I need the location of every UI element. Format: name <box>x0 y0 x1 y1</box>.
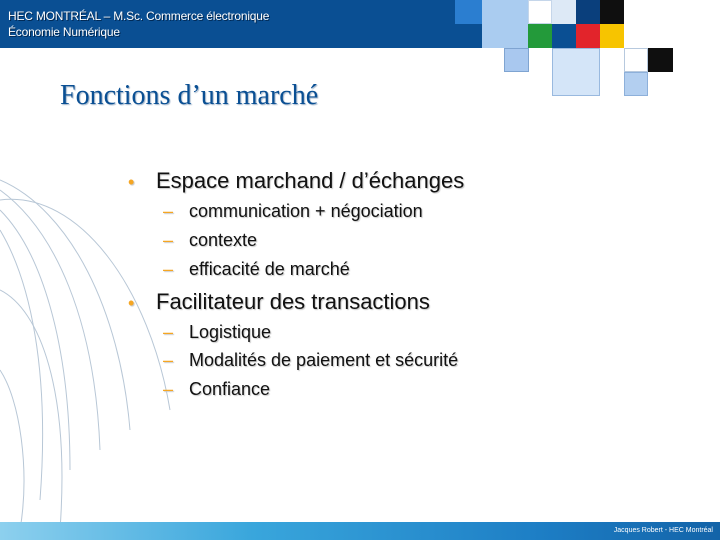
bullet-dot-icon: • <box>128 172 135 192</box>
mosaic-square <box>624 72 648 96</box>
mosaic-square <box>600 0 624 24</box>
mosaic-square <box>624 48 648 72</box>
sub-bullet-text: Modalités de paiement et sécurité <box>189 350 459 370</box>
bullet-dot-icon: • <box>128 293 135 313</box>
bullet-text: Espace marchand / d’échanges <box>156 168 465 193</box>
header-bar <box>0 0 455 48</box>
dash-icon: – <box>163 230 174 250</box>
sub-bullet-item <box>163 350 458 371</box>
sub-bullet-text: Logistique <box>189 322 272 342</box>
bullet-text: Facilitateur des transactions <box>156 289 430 314</box>
bullet-item <box>128 289 430 315</box>
sub-bullet-text: efficacité de marché <box>189 259 350 279</box>
mosaic-square <box>552 0 576 24</box>
mosaic-square <box>455 0 482 24</box>
slide-title: Fonctions d’un marché <box>60 80 319 111</box>
sub-bullet-text: contexte <box>189 230 258 250</box>
sub-bullet-item <box>163 259 350 280</box>
mosaic-square <box>528 24 552 48</box>
mosaic-square <box>552 48 600 96</box>
sub-bullet-item <box>163 230 257 251</box>
dash-icon: – <box>163 201 174 221</box>
dash-icon: – <box>163 322 174 342</box>
mosaic-square <box>528 0 552 24</box>
dash-icon: – <box>163 259 174 279</box>
footer-credit: Jacques Robert - HEC Montréal <box>613 527 713 534</box>
sub-bullet-item <box>163 322 271 343</box>
sub-bullet-text: communication + négociation <box>189 201 423 221</box>
dash-icon: – <box>163 379 174 399</box>
dash-icon: – <box>163 350 174 370</box>
mosaic-square <box>504 48 529 72</box>
mosaic-square <box>455 24 482 48</box>
mosaic-square <box>576 0 600 24</box>
sub-bullet-item <box>163 201 423 222</box>
header-subtitle: Économie Numérique <box>8 25 120 39</box>
mosaic-square <box>552 24 576 48</box>
mosaic-square <box>482 0 528 48</box>
sub-bullet-text: Confiance <box>189 379 271 399</box>
mosaic-square <box>576 24 600 48</box>
sub-bullet-item <box>163 379 270 400</box>
bullet-item <box>128 168 464 194</box>
header-course-title: HEC MONTRÉAL – M.Sc. Commerce électronique <box>8 9 270 23</box>
mosaic-square <box>648 48 673 72</box>
footer-bar <box>0 522 720 540</box>
mosaic-square <box>600 24 624 48</box>
